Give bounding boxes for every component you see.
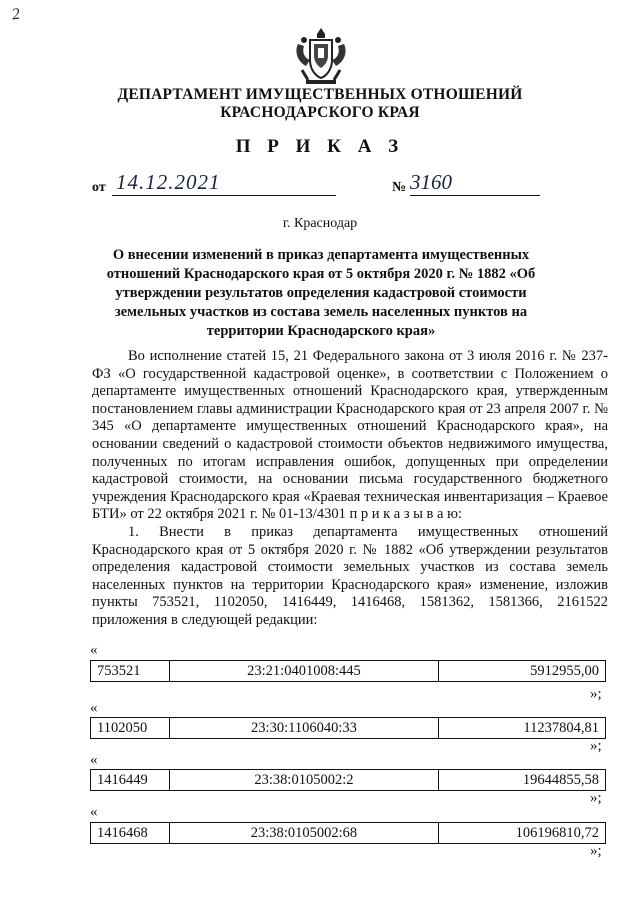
- item-number: 1102050: [91, 718, 170, 739]
- close-quote: »;: [590, 738, 602, 754]
- cadastral-value: 106196810,72: [439, 823, 606, 844]
- department-name-line2: КРАСНОДАРСКОГО КРАЯ: [220, 104, 420, 121]
- item-number: 1416449: [91, 770, 170, 791]
- handwritten-date: 14.12.2021: [116, 170, 221, 194]
- number-underline: [410, 195, 540, 196]
- handwritten-number: 3160: [410, 170, 452, 194]
- close-quote: »;: [590, 843, 602, 859]
- coat-of-arms-icon: [292, 26, 350, 88]
- close-quote: »;: [590, 686, 602, 702]
- open-quote: «: [90, 700, 98, 716]
- item-number: 1416468: [91, 823, 170, 844]
- body-paragraph-1: Во исполнение статей 15, 21 Федерального закона от 3 июля 2016 г. № 237-ФЗ «О государственной кадастровой оценке», в соответствии с Положением о департаменте имущественных отношений Краснодарского края, утвержденным постановлением главы администрации Краснодарского края от 23 апреля 2007 г. № 345 «О департаменте имущественных отношений Краснодарского края», на основании сведений о кадастровой стоимости объектов недвижимого имущества, полученных по итогам исправления ошибок, допущенных при определении кадастровой стоимости, на основании письма государственного бюджетного учреждения Краснодарского края «Краевая техническая инвентаризация – Краевое БТИ» от 22 октября 2021 г. № 01-13/4301 п р и к а з ы в а ю:: [92, 348, 608, 523]
- order-body: [92, 348, 608, 630]
- order-title: П Р И К А З: [235, 136, 405, 157]
- item-number: 753521: [91, 661, 170, 682]
- table-row: [90, 822, 606, 844]
- number-label: №: [392, 180, 407, 195]
- table-row: [90, 717, 606, 739]
- handwritten-page-mark: 2: [10, 5, 22, 24]
- department-name-line1: ДЕПАРТАМЕНТ ИМУЩЕСТВЕННЫХ ОТНОШЕНИЙ: [117, 86, 523, 103]
- date-underline: [112, 195, 336, 196]
- cadastral-number: 23:38:0105002:2: [169, 770, 438, 791]
- from-label: от: [92, 180, 106, 195]
- table-row: [90, 660, 606, 682]
- close-quote: »;: [590, 790, 602, 806]
- open-quote: «: [90, 804, 98, 820]
- open-quote: «: [90, 752, 98, 768]
- table-row: [90, 769, 606, 791]
- order-subject: О внесении изменений в приказ департамента имущественных отношений Краснодарского края от 5 октября 2020 г. № 1882 «Об утверждении результатов определения кадастровой стоимости земельных участков из состава земель населенных пунктов на территории Краснодарского края»: [106, 247, 536, 339]
- cadastral-number: 23:30:1106040:33: [169, 718, 438, 739]
- city-name: г. Краснодар: [282, 216, 358, 231]
- cadastral-number: 23:21:0401008:445: [169, 661, 438, 682]
- cadastral-value: 19644855,58: [439, 770, 606, 791]
- open-quote: «: [90, 642, 98, 658]
- date-number-row: [92, 172, 552, 198]
- cadastral-value: 11237804,81: [439, 718, 606, 739]
- body-paragraph-2: 1. Внести в приказ департамента имущественных отношений Краснодарского края от 5 октября 2020 г. № 1882 «Об утверждении результатов определения кадастровой стоимости земельных участков из состава земель населенных пунктов на территории Краснодарского края» изменение, изложив пункты 753521, 1102050, 1416449, 1416468, 1581362, 1581366, 2161522 приложения в следующей редакции:: [92, 523, 608, 628]
- cadastral-number: 23:38:0105002:68: [169, 823, 438, 844]
- cadastral-value: 5912955,00: [439, 661, 606, 682]
